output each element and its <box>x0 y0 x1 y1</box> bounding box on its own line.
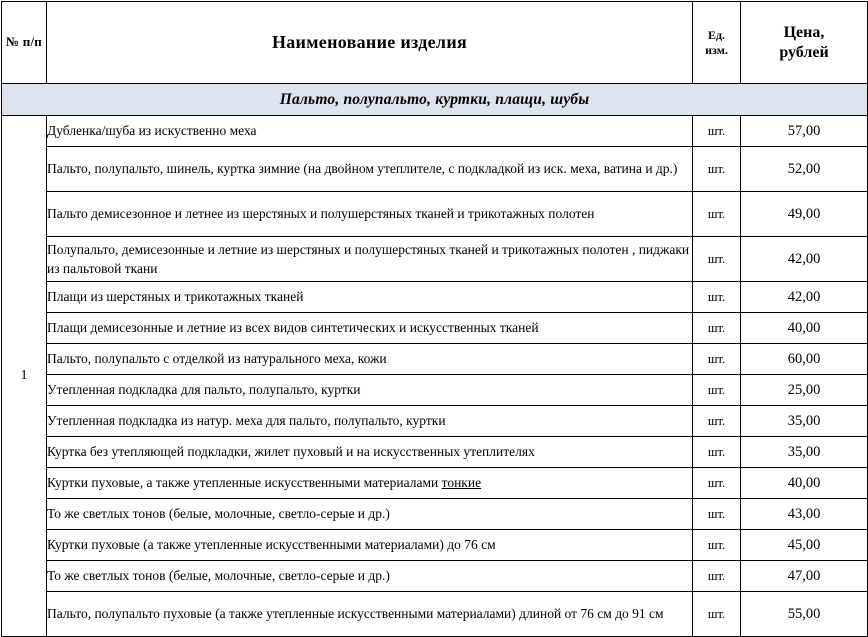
unit-cell: шт. <box>693 375 741 406</box>
table-row <box>2 406 868 437</box>
unit-cell: шт. <box>693 344 741 375</box>
section-header-row <box>2 84 868 116</box>
table-row <box>2 237 868 282</box>
unit-cell: шт. <box>693 499 741 530</box>
price-cell: 52,00 <box>741 147 868 192</box>
price-table <box>1 1 868 637</box>
item-name-cell: Куртка без утепляющей подкладки, жилет пуховый и на искусственных утеплителях <box>47 437 693 468</box>
table-body <box>2 84 868 637</box>
unit-cell: шт. <box>693 237 741 282</box>
price-cell: 42,00 <box>741 282 868 313</box>
table-row <box>2 313 868 344</box>
item-name-cell: Плащи демисезонные и летние из всех видов синтетических и искусственных тканей <box>47 313 693 344</box>
unit-cell: шт. <box>693 561 741 592</box>
unit-cell: шт. <box>693 192 741 237</box>
table-row <box>2 282 868 313</box>
price-cell: 60,00 <box>741 344 868 375</box>
column-header-unit-line2: изм. <box>705 42 728 57</box>
item-name-cell: Плащи из шерстяных и трикотажных тканей <box>47 282 693 313</box>
price-cell: 57,00 <box>741 116 868 147</box>
item-name-cell: Пальто, полупальто с отделкой из натурального меха, кожи <box>47 344 693 375</box>
column-header-price-line2: рублей <box>779 43 829 61</box>
price-cell: 55,00 <box>741 592 868 637</box>
price-cell: 35,00 <box>741 437 868 468</box>
item-name-cell: Дубленка/шуба из искуственно меха <box>47 116 693 147</box>
unit-cell: шт. <box>693 406 741 437</box>
item-name-cell: Полупальто, демисезонные и летние из шерстяных и полушерстяных тканей и трикотажных полотен , пиджаки из пальтовой ткани <box>47 237 693 282</box>
unit-cell: шт. <box>693 313 741 344</box>
price-cell: 40,00 <box>741 468 868 499</box>
table-header-row <box>2 2 868 84</box>
column-header-price-line1: Цена, <box>783 23 825 41</box>
table-row <box>2 530 868 561</box>
item-name-cell: Пальто демисезонное и летнее из шерстяных и полушерстяных тканей и трикотажных полотен <box>47 192 693 237</box>
table-row <box>2 437 868 468</box>
unit-cell: шт. <box>693 592 741 637</box>
unit-cell: шт. <box>693 468 741 499</box>
item-name-text: Куртки пуховые, а также утепленные искусственными материалами <box>47 475 442 491</box>
table-row <box>2 499 868 530</box>
item-name-cell <box>47 468 693 499</box>
unit-cell: шт. <box>693 437 741 468</box>
section-title: Пальто, полупальто, куртки, плащи, шубы <box>2 84 868 116</box>
table-row <box>2 147 868 192</box>
table-row <box>2 116 868 147</box>
price-cell: 35,00 <box>741 406 868 437</box>
unit-cell: шт. <box>693 530 741 561</box>
column-header-unit <box>693 2 741 84</box>
item-name-cell: Куртки пуховые (а также утепленные искусственными материалами) до 76 см <box>47 530 693 561</box>
price-cell: 40,00 <box>741 313 868 344</box>
item-name-cell: Пальто, полупальто пуховые (а также утепленные искусственными материалами) длиной от 76 см до 91 см <box>47 592 693 637</box>
price-cell: 47,00 <box>741 561 868 592</box>
price-cell: 49,00 <box>741 192 868 237</box>
table-row <box>2 592 868 637</box>
column-header-item-name: Наименование изделия <box>47 2 693 84</box>
row-group-number: 1 <box>2 116 47 637</box>
price-cell: 45,00 <box>741 530 868 561</box>
table-row <box>2 192 868 237</box>
unit-cell: шт. <box>693 116 741 147</box>
table-row <box>2 344 868 375</box>
item-name-emphasis: тонкие <box>441 475 482 491</box>
unit-cell: шт. <box>693 147 741 192</box>
table-row <box>2 561 868 592</box>
price-cell: 25,00 <box>741 375 868 406</box>
unit-cell: шт. <box>693 282 741 313</box>
column-header-unit-line1: Ед. <box>707 27 726 42</box>
item-name-cell: Утепленная подкладка для пальто, полупальто, куртки <box>47 375 693 406</box>
item-name-cell: То же светлых тонов (белые, молочные, светло-серые и др.) <box>47 499 693 530</box>
price-cell: 43,00 <box>741 499 868 530</box>
table-row <box>2 375 868 406</box>
column-header-number: № п/п <box>2 2 47 84</box>
item-name-cell: То же светлых тонов (белые, молочные, светло-серые и др.) <box>47 561 693 592</box>
item-name-cell: Утепленная подкладка из натур. меха для пальто, полупальто, куртки <box>47 406 693 437</box>
item-name-cell: Пальто, полупальто, шинель, куртка зимние (на двойном утеплителе, с подкладкой из иск. меха, ватина и др.) <box>47 147 693 192</box>
column-header-price <box>741 2 868 84</box>
price-list-sheet <box>0 1 868 622</box>
table-row <box>2 468 868 499</box>
price-cell: 42,00 <box>741 237 868 282</box>
